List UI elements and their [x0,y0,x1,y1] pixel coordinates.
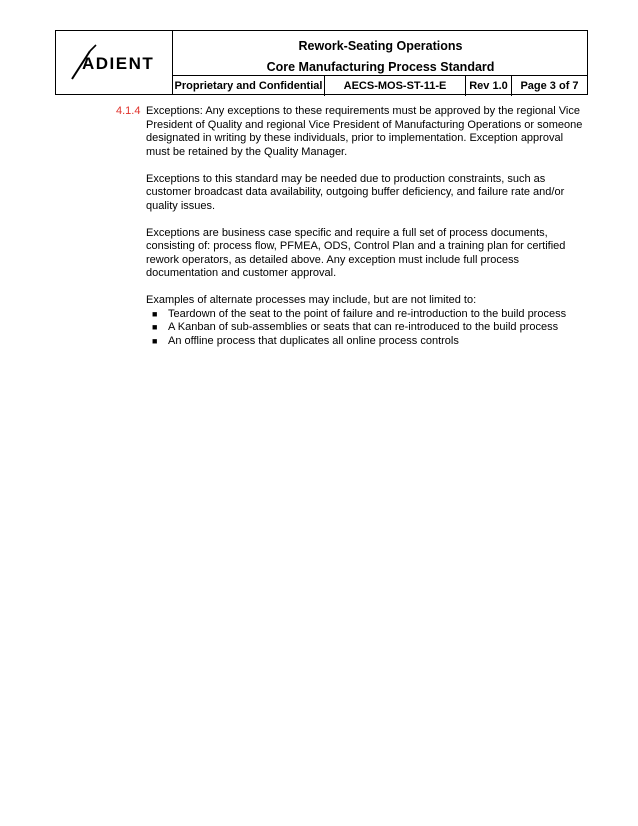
document-title: Rework-Seating Operations [298,39,463,53]
svg-text:ADIENT: ADIENT [82,54,155,73]
revision-label: Rev 1.0 [466,76,512,96]
header-meta-row [173,75,587,96]
page-number: Page 3 of 7 [520,80,579,92]
list-item [146,335,596,349]
list-item [146,308,596,322]
classification-label: Proprietary and Confidential [173,76,325,96]
bullet-icon: ■ [152,308,158,319]
section-number: 4.1.4 [116,105,141,117]
list-item [146,321,596,335]
list-item-text: A Kanban of sub-assemblies or seats that can re-introduced to the build process [168,321,559,333]
document-header [55,30,588,95]
list-item-text: An offline process that duplicates all online process controls [168,334,459,347]
section-text: Exceptions: Any exceptions to these requirements must be approved by the regional Vice President of Quality and regional Vice President of Manufacturing Operations or someone designated in writing by these individuals, prior to implementation. Exception approval must be retained by the Quality Manager. [146,105,583,158]
paragraph: Examples of alternate processes may include, but are not limited to: [146,294,477,306]
logo-cell [56,31,173,94]
section-4-1-4 [116,105,596,159]
paragraph: Exceptions are business case specific and require a full set of process documents, consisting of: process flow, PFMEA, ODS, Control Plan and a training plan for certified rework operators, as detailed above. Any exception must include full process documentation and customer approval. [146,226,566,279]
document-id: AECS-MOS-ST-11-E [325,76,466,96]
bullet-icon: ■ [152,335,158,346]
list-item-text: Teardown of the seat to the point of failure and re-introduction to the build process [168,307,567,320]
adient-logo [68,43,168,83]
document-subtitle: Core Manufacturing Process Standard [266,60,495,74]
paragraph: Exceptions to this standard may be needed due to production constraints, such as customer broadcast data availability, outgoing buffer deficiency, and failure rate and/or quality issues. [146,172,565,212]
bullet-list [146,308,596,349]
document-body [116,105,596,348]
bullet-icon: ■ [152,322,158,332]
